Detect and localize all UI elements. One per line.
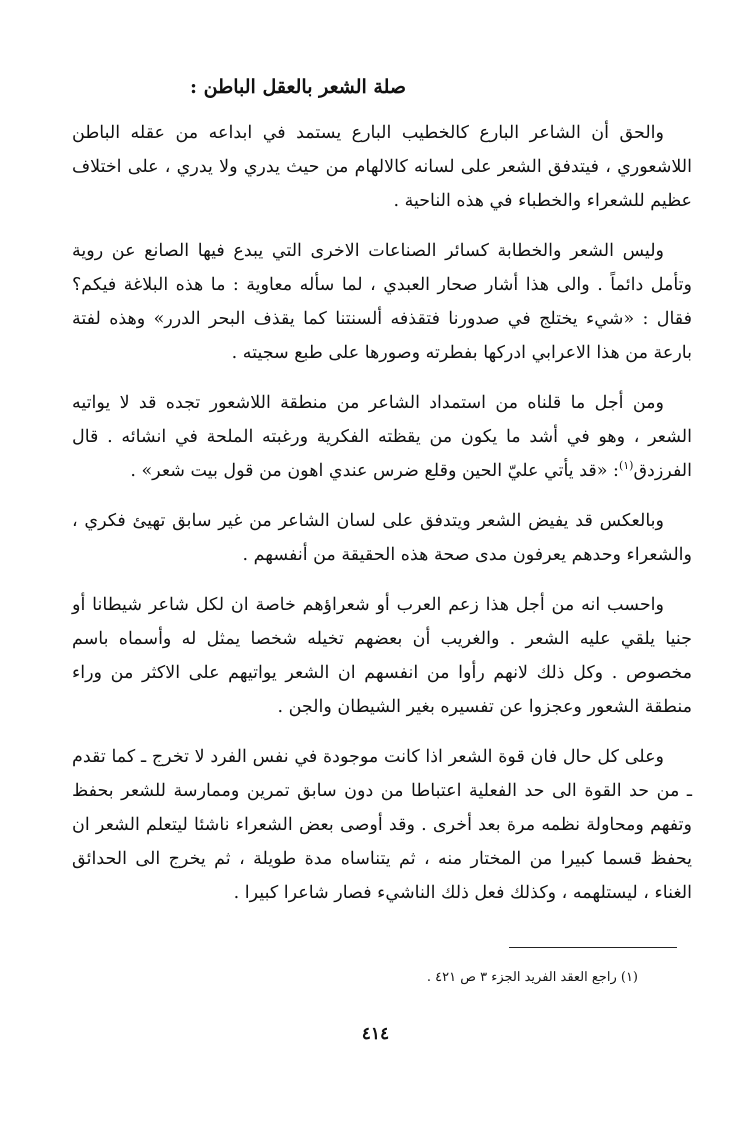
paragraph: واحسب انه من أجل هذا زعم العرب أو شعراؤهم خاصة ان لكل شاعر شيطانا أو جنيا يلقي عليه الشعر . والغريب أن بعضهم تخيله شخصا يمثل له وأسماه باسم مخصوص . وكل ذلك لانهم رأوا من انفسهم ان الشعر يواتيهم على الاكثر من وراء منطقة الشعور وعجزوا عن تفسيره بغير الشيطان والجن . — [72, 595, 692, 717]
paragraph: وليس الشعر والخطابة كسائر الصناعات الاخرى التي يبدع فيها الصانع عن روية وتأمل دائماً . والى هذا أشار صحار العبدي ، لما سأله معاوية : ما هذه البلاغة فيكم؟ فقال : «شيء يختلج في صدورنا فتقذفه ألسنتنا كما يقذف البحر الدرر» وهذه لفتة بارعة من هذا الاعرابي ادركها بفطرته وصورها على طبع سجيته . — [72, 241, 692, 363]
footnote-divider — [509, 947, 677, 948]
footnote: (١) راجع العقد الفريد الجزء ٣ ص ٤٢١ . — [426, 970, 638, 985]
paragraph: والحق أن الشاعر البارع كالخطيب البارع يستمد في ابداعه من عقله الباطن اللاشعوري ، فيتدفق الشعر على لسانه كالالهام من حيث يدري ولا يدري ، على اختلاف عظيم للشعراء والخطباء في هذه الناحية . — [72, 123, 692, 211]
paragraph: وبالعكس قد يفيض الشعر ويتدفق على لسان الشاعر من غير سابق تهيئ فكري ، والشعراء وحدهم يعرفون مدى صحة هذه الحقيقة من أنفسهم . — [72, 511, 692, 565]
paragraph-text-before-marker: ومن أجل ما قلناه من استمداد الشاعر من منطقة اللاشعور تجده قد لا يواتيه الشعر ، وهو في أشد ما يكون من يقظته الفكرية ورغبته الملحة في انشائه . قال الفرزدق — [72, 393, 692, 481]
paragraph-text-after-marker: : «قد يأتي عليّ الحين وقلع ضرس عندي اهون من قول بيت شعر» . — [130, 461, 619, 481]
paragraph-with-footnote — [72, 386, 692, 488]
paragraph: وعلى كل حال فان قوة الشعر اذا كانت موجودة في نفس الفرد لا تخرج ـ كما تقدم ـ من حد القوة الى حد الفعلية اعتباطا من دون سابق تمرين وممارسة للشعر بحفظ وتفهم ومحاولة نظمه مرة بعد أخرى . وقد أوصى بعض الشعراء ناشئا ليتعلم الشعر ان يحفظ قسما كبيرا من المختار منه ، ثم يتناساه مدة طويلة ، ثم يخرج الى الحدائق الغناء ، ليستلهمه ، وكذلك فعل ذلك الناشيء فصار شاعرا كبيرا . — [72, 747, 692, 903]
body-text — [72, 116, 692, 926]
page-number: ٤١٤ — [361, 1024, 390, 1044]
section-heading: صلة الشعر بالعقل الباطن : — [190, 76, 406, 98]
footnote-marker[interactable]: (١) — [618, 459, 634, 473]
